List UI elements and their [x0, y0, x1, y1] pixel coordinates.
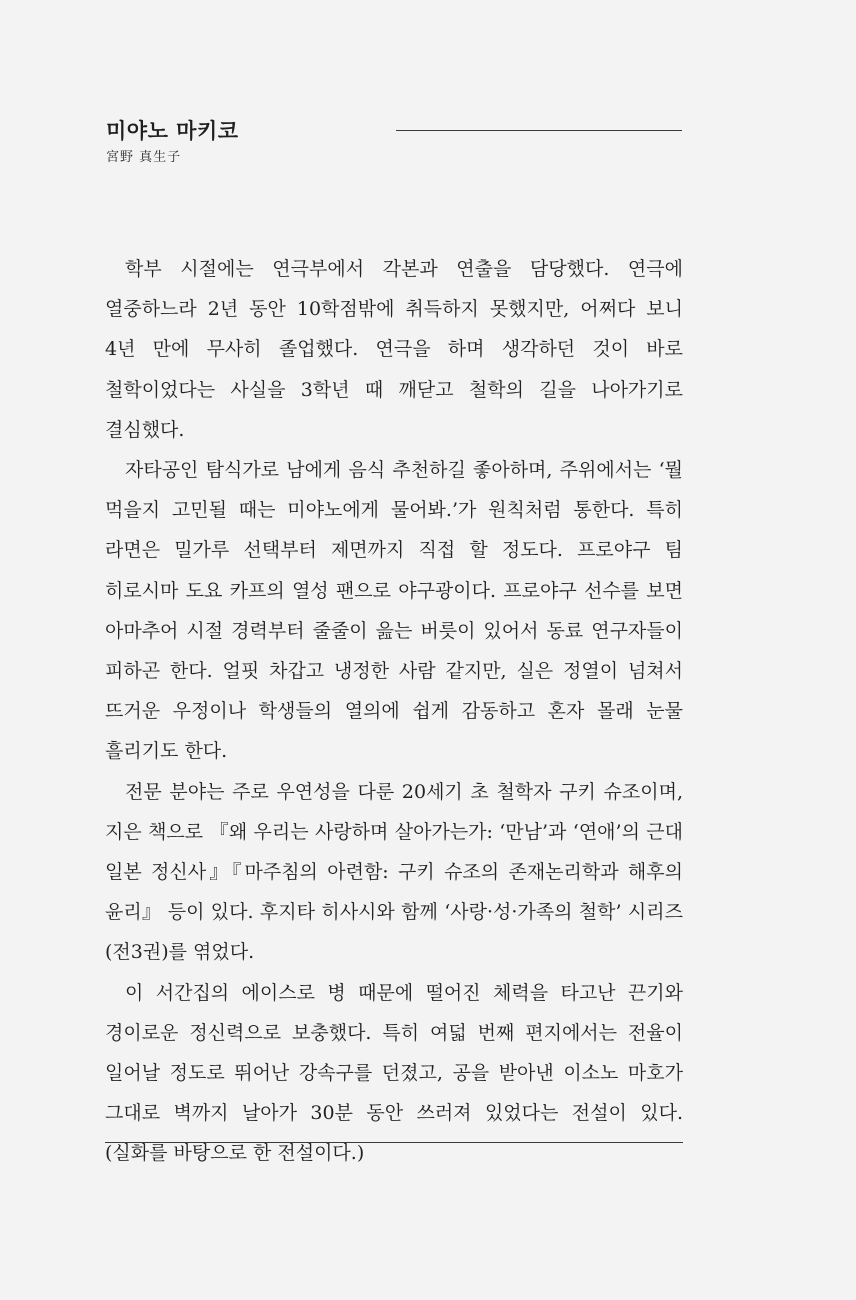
author-header: [106, 116, 682, 168]
author-bio: [105, 249, 683, 1174]
bio-paragraph-3: 전문 분야는 주로 우연성을 다룬 20세기 초 철학자 구키 슈조이며, 지은 책으로 『왜 우리는 사랑하며 살아가는가: ‘만남’과 ‘연애’의 근대 일본 정신사』『마주침의 아련함: 구키 슈조의 존재논리학과 해후의 윤리』 등이 있다. 후지타 히사시와 함께 ‘사랑·성·가족의 철학’ 시리즈(전3권)를 엮었다.: [105, 780, 683, 964]
bio-paragraph-2: 자타공인 탐식가로 남에게 음식 추천하길 좋아하며, 주위에서는 ‘뭘 먹을지 고민될 때는 미야노에게 물어봐.’가 원칙처럼 통한다. 특히 라면은 밀가루 선택부터 제면까지 직접 할 정도다. 프로야구 팀 히로시마 도요 카프의 열성 팬으로 야구광이다. 프로야구 선수를 보면 아마추어 시절 경력부터 줄줄이 읊는 버릇이 있어서 동료 연구자들이 피하곤 한다. 얼핏 차갑고 냉정한 사람 같지만, 실은 정열이 넘쳐서 뜨거운 우정이나 학생들의 열의에 쉽게 감동하고 혼자 몰래 눈물 흘리기도 한다.: [105, 459, 683, 763]
bio-paragraph-1: 학부 시절에는 연극부에서 각본과 연출을 담당했다. 연극에 열중하느라 2년 동안 10학점밖에 취득하지 못했지만, 어쩌다 보니 4년 만에 무사히 졸업했다. 연극을 하며 생각하던 것이 바로 철학이었다는 사실을 3학년 때 깨닫고 철학의 길을 나아가기로 결심했다.: [105, 258, 683, 441]
footer-rule: [105, 1142, 683, 1143]
author-name: 미야노 마키코: [106, 119, 239, 143]
bio-paragraph-4: 이 서간집의 에이스로 병 때문에 떨어진 체력을 타고난 끈기와 경이로운 정신력으로 보충했다. 특히 여덟 번째 편지에서는 전율이 일어날 정도로 뛰어난 강속구를 던졌고, 공을 받아낸 이소노 마호가 그대로 벽까지 날아가 30분 동안 쓰러져 있었다는 전설이 있다. (실화를 바탕으로 한 전설이다.): [105, 981, 683, 1165]
author-native-name: 宮野 真生子: [106, 150, 182, 165]
header-rule: [396, 130, 682, 131]
